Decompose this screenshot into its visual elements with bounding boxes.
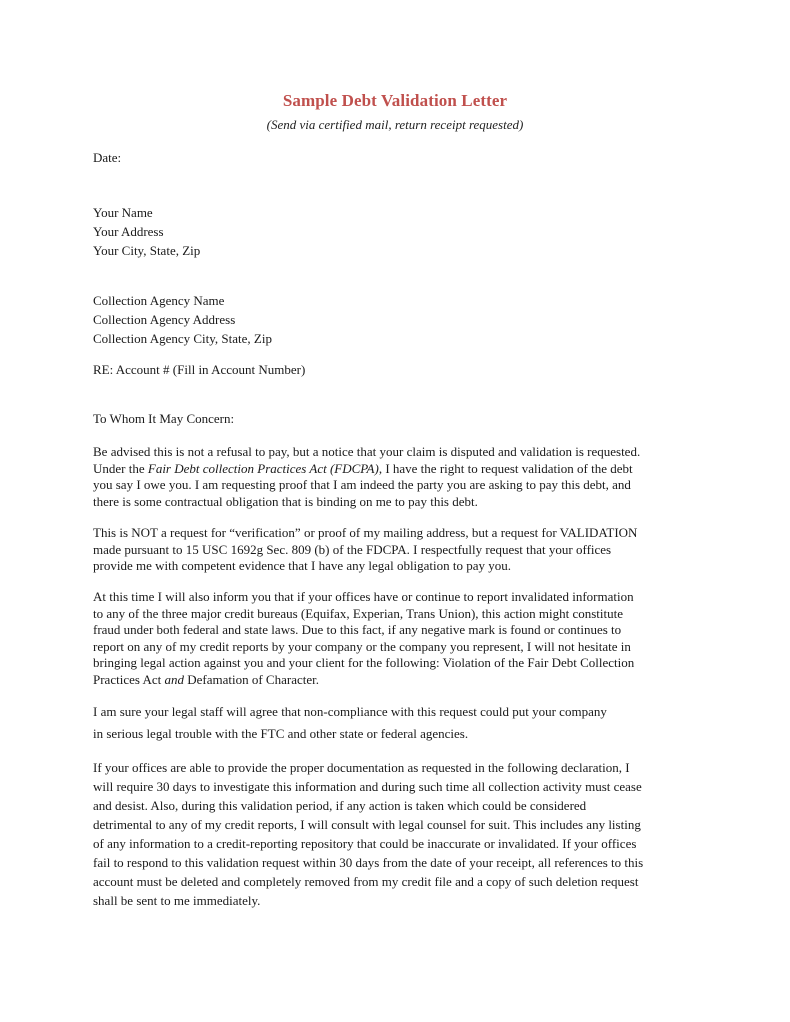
paragraph-line: provide me with competent evidence that I have any legal obligation to pay you.: [93, 558, 512, 574]
and-italic-text: and: [164, 671, 184, 687]
fdcpa-italic-text: Fair Debt collection Practices Act (FDCPA): [147, 460, 379, 476]
paragraph-line: in serious legal trouble with the FTC and other state or federal agencies.: [93, 726, 469, 741]
paragraph-line: I am sure your legal staff will agree that non-compliance with this request could put your company: [93, 704, 607, 719]
paragraph-line: This is NOT a request for “verification” or proof of my mailing address, but a request for VALIDATION: [93, 525, 638, 540]
recipient-address: Collection Agency Address: [93, 312, 236, 327]
paragraph-line: will require 30 days to investigate this information and during such time all collection activity must cease: [93, 779, 642, 794]
paragraph-line: shall be sent to me immediately.: [93, 893, 261, 908]
paragraph-line: [93, 672, 713, 689]
sender-address-block: [93, 203, 713, 260]
paragraph-line: you say I owe you. I am requesting proof that I am indeed the party you are asking to pay this debt, and: [93, 477, 631, 493]
paragraph-line: [93, 461, 713, 478]
salutation-text: To Whom It May Concern:: [93, 411, 235, 426]
paragraph-line: and desist. Also, during this validation period, if any action is taken which could be considered: [93, 798, 587, 813]
text-run: , I have the right to request validation of the debt: [378, 460, 633, 476]
paragraph-credit-reporting-warning: [93, 589, 713, 689]
recipient-address-block: [93, 291, 713, 348]
paragraph-investigation-period: [93, 758, 713, 910]
paragraph-line: bringing legal action against you and your client for the following: Violation of the Fair Debt Collection: [93, 655, 635, 671]
recipient-city-state-zip: Collection Agency City, State, Zip: [93, 331, 272, 346]
paragraph-line: fail to respond to this validation request within 30 days from the date of your receipt, all references to this: [93, 855, 644, 870]
document-title: Sample Debt Validation Letter: [282, 91, 508, 110]
paragraph-validation-request: [93, 525, 713, 575]
sender-address: Your Address: [93, 224, 164, 239]
paragraph-line: of any information to a credit-reporting repository that could be inaccurate or invalidated. If your offices: [93, 836, 637, 851]
sender-city-state-zip: Your City, State, Zip: [93, 243, 201, 258]
paragraph-line: fraud under both federal and state laws. Due to this fact, if any negative mark is found or continues to: [93, 622, 622, 638]
text-run: Practices Act: [93, 671, 165, 687]
paragraph-line: detrimental to any of my credit reports, I will consult with legal counsel for suit. This includes any listing: [93, 817, 641, 832]
date-label: Date:: [93, 150, 122, 165]
paragraph-line: If your offices are able to provide the proper documentation as requested in the following declaration, I: [93, 760, 630, 775]
paragraph-dispute-notice: [93, 444, 713, 510]
paragraph-line: there is some contractual obligation that is binding on me to pay this debt.: [93, 493, 478, 509]
text-run: Under the: [93, 460, 148, 476]
paragraph-line: At this time I will also inform you that if your offices have or continue to report invalidated information: [93, 589, 634, 604]
paragraph-line: made pursuant to 15 USC 1692g Sec. 809 (b) of the FDCPA. I respectfully request that your offices: [93, 541, 612, 557]
salutation: [93, 409, 713, 428]
re-line: [93, 360, 713, 379]
date-line: [93, 148, 713, 167]
text-run: Defamation of Character.: [183, 671, 319, 687]
paragraph-legal-staff: [93, 701, 713, 745]
document-subtitle: (Send via certified mail, return receipt requested): [266, 117, 524, 132]
recipient-name: Collection Agency Name: [93, 293, 225, 308]
paragraph-line: report on any of my credit reports by your company or the company you represent, I will not hesitate in: [93, 638, 631, 654]
re-account-line: RE: Account # (Fill in Account Number): [93, 362, 306, 377]
sender-name: Your Name: [93, 205, 153, 220]
paragraph-line: to any of the three major credit bureaus (Equifax, Experian, Trans Union), this action might constitute: [93, 605, 623, 621]
paragraph-line: Be advised this is not a refusal to pay, but a notice that your claim is disputed and validation is requested.: [93, 444, 641, 459]
paragraph-line: account must be deleted and completely removed from my credit file and a copy of such deletion request: [93, 874, 639, 889]
